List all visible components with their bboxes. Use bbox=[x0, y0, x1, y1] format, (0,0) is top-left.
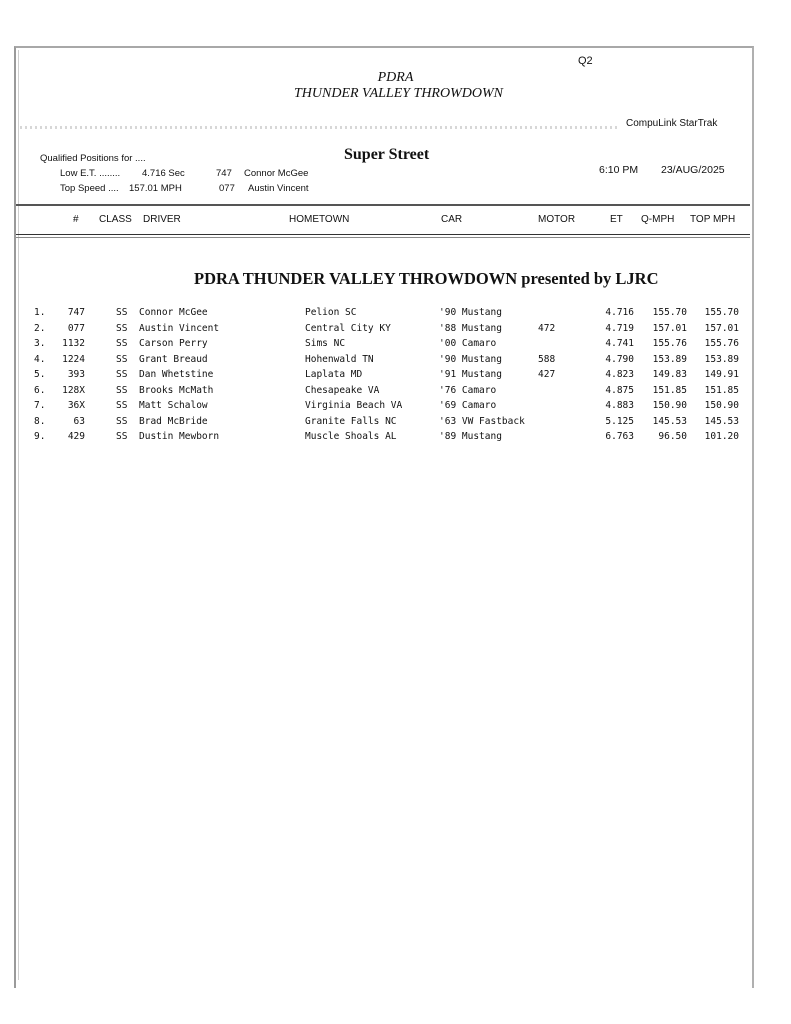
cell-hometown: Muscle Shoals AL bbox=[305, 431, 397, 442]
org-name: PDRA bbox=[377, 70, 414, 85]
cell-topmph: 151.85 bbox=[704, 384, 739, 396]
cell-pos: 7. bbox=[34, 400, 46, 411]
cell-topmph: 145.53 bbox=[704, 415, 739, 427]
cell-class: SS bbox=[116, 400, 128, 411]
cell-driver: Brooks McMath bbox=[139, 384, 214, 396]
cell-class: SS bbox=[116, 307, 128, 318]
cell-pos: 4. bbox=[34, 353, 46, 365]
cell-class: SS bbox=[116, 369, 128, 380]
col-motor: MOTOR bbox=[538, 214, 576, 225]
col-car: CAR bbox=[441, 214, 463, 225]
cell-topmph: 155.70 bbox=[704, 307, 739, 318]
cell-hometown: Central City KY bbox=[305, 322, 391, 334]
cell-topmph: 155.76 bbox=[704, 338, 739, 349]
low-et-number: 747 bbox=[216, 168, 232, 179]
event-name: THUNDER VALLEY THROWDOWN bbox=[294, 86, 503, 101]
low-et-driver: Connor McGee bbox=[244, 168, 309, 179]
col-qmph: Q-MPH bbox=[641, 214, 675, 225]
cell-hometown: Pelion SC bbox=[305, 307, 357, 318]
cell-hometown: Virginia Beach VA bbox=[305, 400, 403, 411]
cell-et: 4.823 bbox=[605, 369, 634, 380]
cell-motor: 472 bbox=[538, 322, 556, 334]
report-time: 6:10 PM bbox=[599, 164, 639, 176]
cell-class: SS bbox=[116, 431, 128, 442]
cell-pos: 3. bbox=[34, 338, 46, 349]
cell-num: 077 bbox=[67, 322, 85, 334]
cell-driver: Brad McBride bbox=[139, 415, 208, 427]
table-row bbox=[0, 354, 791, 370]
cell-car: '69 Camaro bbox=[439, 400, 497, 411]
cell-driver: Dustin Mewborn bbox=[139, 431, 220, 442]
cell-car: '76 Camaro bbox=[439, 384, 497, 396]
section-title: PDRA THUNDER VALLEY THROWDOWN presented by LJRC bbox=[194, 269, 659, 288]
cell-topmph: 150.90 bbox=[704, 400, 739, 411]
cell-class: SS bbox=[116, 384, 128, 396]
header-rule-top bbox=[16, 204, 750, 206]
cell-driver: Matt Schalow bbox=[139, 400, 208, 411]
col-topmph: TOP MPH bbox=[690, 214, 736, 225]
cell-et: 4.875 bbox=[605, 384, 634, 396]
col-num: # bbox=[73, 214, 79, 225]
header-rule-bottom-2 bbox=[16, 237, 750, 238]
cell-qmph: 155.76 bbox=[652, 338, 687, 349]
col-driver: DRIVER bbox=[143, 214, 181, 225]
cell-qmph: 153.89 bbox=[652, 353, 687, 365]
cell-hometown: Laplata MD bbox=[305, 369, 363, 380]
scan-speckle bbox=[20, 126, 620, 129]
cell-motor: 427 bbox=[538, 369, 556, 380]
top-speed-value: 157.01 MPH bbox=[129, 183, 182, 194]
cell-hometown: Hohenwald TN bbox=[305, 353, 374, 365]
cell-num: 1224 bbox=[62, 353, 85, 365]
class-title: Super Street bbox=[344, 146, 430, 163]
cell-et: 4.741 bbox=[605, 338, 634, 349]
cell-num: 747 bbox=[67, 307, 85, 318]
low-et-value: 4.716 Sec bbox=[142, 168, 185, 179]
cell-car: '90 Mustang bbox=[439, 307, 502, 318]
col-class: CLASS bbox=[99, 214, 132, 225]
table-row bbox=[0, 338, 791, 354]
col-hometown: HOMETOWN bbox=[289, 214, 350, 225]
cell-num: 128X bbox=[62, 384, 85, 396]
cell-hometown: Chesapeake VA bbox=[305, 384, 380, 396]
cell-hometown: Granite Falls NC bbox=[305, 415, 397, 427]
cell-topmph: 157.01 bbox=[704, 322, 739, 334]
header-rule-bottom bbox=[16, 234, 750, 235]
cell-num: 63 bbox=[73, 415, 85, 427]
cell-topmph: 101.20 bbox=[704, 431, 739, 442]
cell-et: 4.719 bbox=[605, 322, 634, 334]
cell-car: '91 Mustang bbox=[439, 369, 502, 380]
low-et-label: Low E.T. ........ bbox=[60, 168, 121, 179]
col-et: ET bbox=[610, 214, 623, 225]
cell-qmph: 145.53 bbox=[652, 415, 687, 427]
table-row bbox=[0, 369, 791, 385]
cell-car: '88 Mustang bbox=[439, 322, 502, 334]
table-row bbox=[0, 431, 791, 447]
cell-num: 429 bbox=[67, 431, 85, 442]
cell-et: 4.716 bbox=[605, 307, 634, 318]
table-row bbox=[0, 385, 791, 401]
cell-qmph: 96.50 bbox=[658, 431, 687, 442]
cell-car: '00 Camaro bbox=[439, 338, 497, 349]
cell-et: 5.125 bbox=[605, 415, 634, 427]
table-row bbox=[0, 416, 791, 432]
top-speed-number: 077 bbox=[219, 183, 235, 194]
top-speed-driver: Austin Vincent bbox=[248, 183, 309, 194]
cell-hometown: Sims NC bbox=[305, 338, 346, 349]
cell-topmph: 149.91 bbox=[704, 369, 739, 380]
cell-num: 1132 bbox=[62, 338, 85, 349]
session-code: Q2 bbox=[578, 55, 593, 67]
cell-pos: 2. bbox=[34, 322, 46, 334]
cell-driver: Austin Vincent bbox=[139, 322, 220, 334]
cell-topmph: 153.89 bbox=[704, 353, 739, 365]
cell-class: SS bbox=[116, 338, 128, 349]
cell-et: 4.790 bbox=[605, 353, 634, 365]
cell-pos: 8. bbox=[34, 415, 46, 427]
cell-driver: Carson Perry bbox=[139, 338, 208, 349]
report-date: 23/AUG/2025 bbox=[661, 164, 725, 176]
cell-car: '90 Mustang bbox=[439, 353, 502, 365]
cell-pos: 1. bbox=[34, 307, 46, 318]
cell-class: SS bbox=[116, 322, 128, 334]
cell-class: SS bbox=[116, 353, 128, 365]
cell-qmph: 155.70 bbox=[652, 307, 687, 318]
cell-qmph: 151.85 bbox=[652, 384, 687, 396]
cell-qmph: 150.90 bbox=[652, 400, 687, 411]
cell-qmph: 157.01 bbox=[652, 322, 687, 334]
cell-et: 6.763 bbox=[605, 431, 634, 442]
cell-car: '63 VW Fastback bbox=[439, 415, 525, 427]
cell-pos: 9. bbox=[34, 431, 46, 442]
cell-num: 393 bbox=[67, 369, 85, 380]
page-frame bbox=[14, 46, 754, 988]
cell-num: 36X bbox=[67, 400, 85, 411]
cell-driver: Connor McGee bbox=[139, 307, 208, 318]
cell-pos: 5. bbox=[34, 369, 46, 380]
cell-class: SS bbox=[116, 415, 128, 427]
frame-inner-edge bbox=[18, 50, 19, 980]
cell-car: '89 Mustang bbox=[439, 431, 502, 442]
table-row bbox=[0, 400, 791, 416]
qualified-label: Qualified Positions for .... bbox=[40, 153, 146, 164]
cell-driver: Grant Breaud bbox=[139, 353, 208, 365]
cell-driver: Dan Whetstine bbox=[139, 369, 214, 380]
top-speed-label: Top Speed .... bbox=[60, 183, 119, 194]
cell-et: 4.883 bbox=[605, 400, 634, 411]
cell-pos: 6. bbox=[34, 384, 46, 396]
table-row bbox=[0, 323, 791, 339]
table-row bbox=[0, 307, 791, 323]
cell-motor: 588 bbox=[538, 353, 556, 365]
cell-qmph: 149.83 bbox=[652, 369, 687, 380]
timing-system: CompuLink StarTrak bbox=[626, 118, 718, 129]
